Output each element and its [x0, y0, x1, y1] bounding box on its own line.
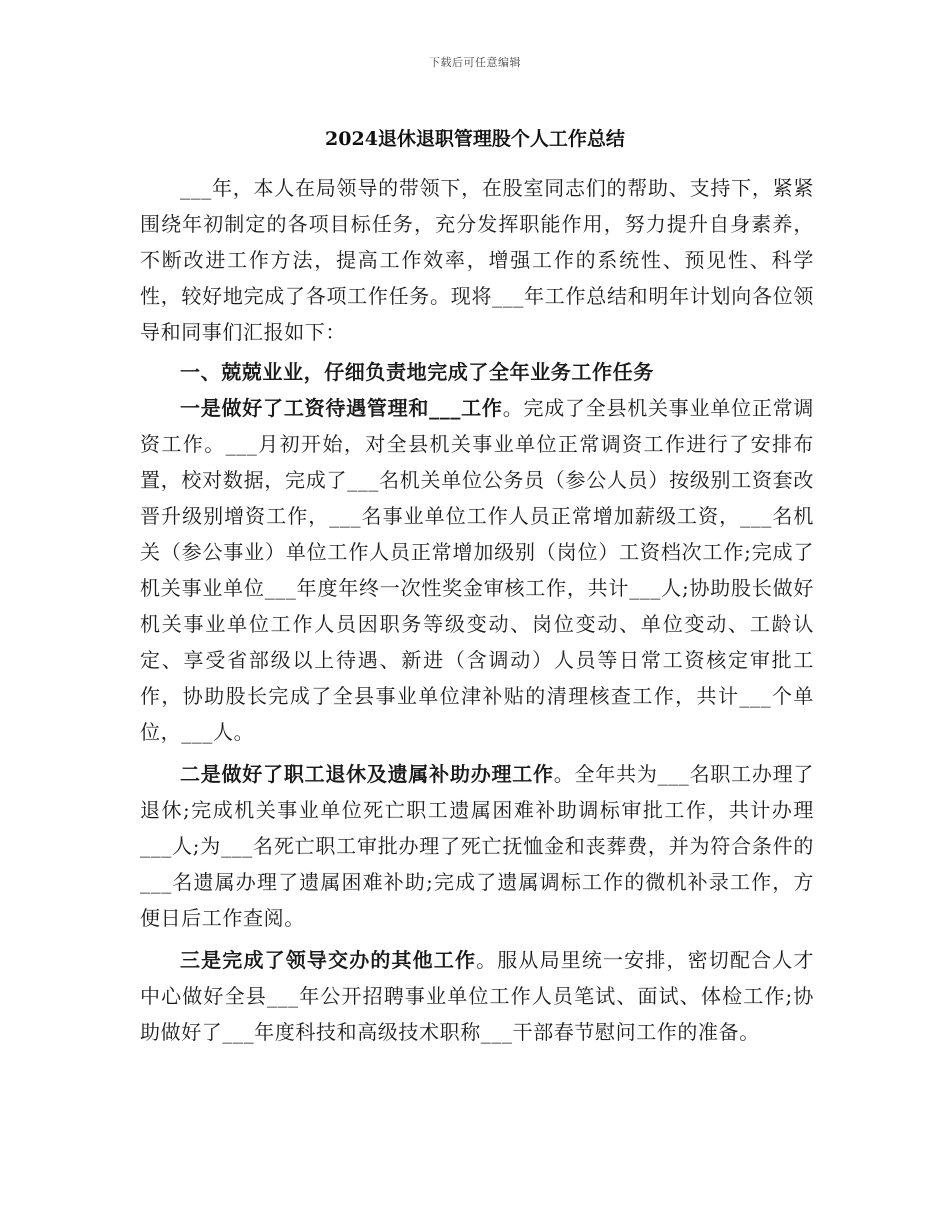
section-heading: 一、兢兢业业，仔细负责地完成了全年业务工作任务 [180, 360, 654, 384]
item-body: 。服从局里统一安排，密切配合人才中心做好全县___年公开招聘事业单位工作人员笔试、面试、体检工作;协助做好了___年度科技和高级技术职称___干部春节慰问工作的准备。 [140, 948, 814, 1044]
header-note: 下载后可任意编辑 [429, 56, 521, 69]
item-paragraph-1 [140, 390, 814, 750]
item-paragraph-2 [140, 756, 814, 936]
item-lead: 三是完成了领导交办的其他工作 [180, 948, 477, 972]
item-paragraph-3 [140, 942, 814, 1050]
intro-paragraph: ___年，本人在局领导的带领下，在股室同志们的帮助、支持下，紧紧围绕年初制定的各项目标任务，充分发挥职能作用，努力提升自身素养，不断改进工作方法，提高工作效率，增强工作的系统性、预见性、科学性，较好地完成了各项工作任务。现将___年工作总结和明年计划向各位领导和同事们汇报如下： [140, 176, 814, 344]
document-title: 2024退休退职管理股个人工作总结 [325, 128, 625, 150]
item-lead: 一是做好了工资待遇管理和___工作 [180, 396, 503, 420]
item-lead: 二是做好了职工退休及遗属补助办理工作 [180, 762, 554, 786]
item-body: 。全年共为___名职工办理了退休;完成机关事业单位死亡职工遗属困难补助调标审批工作，共计办理___人;为___名死亡职工审批办理了死亡抚恤金和丧葬费，并为符合条件的___名遗属办理了遗属困难补助;完成了遗属调标工作的微机补录工作，方便日后工作查阅。 [140, 762, 815, 930]
item-body: 。完成了全县机关事业单位正常调资工作。___月初开始，对全县机关事业单位正常调资工作进行了安排布置，校对数据，完成了___名机关单位公务员（参公人员）按级别工资套改晋升级别增资工作，___名事业单位工作人员正常增加薪级工资，___名机关（参公事业）单位工作人员正常增加级别（岗位）工资档次工作;完成了机关事业单位___年度年终一次性奖金审核工作，共计___人;协助股长做好机关事业单位工作人员因职务等级变动、岗位变动、单位变动、工龄认定、享受省部级以上待遇、新进（含调动）人员等日常工资核定审批工作，协助股长完成了全县事业单位津补贴的清理核查工作，共计___个单位，___人。 [140, 396, 815, 744]
document-body [140, 170, 814, 1050]
